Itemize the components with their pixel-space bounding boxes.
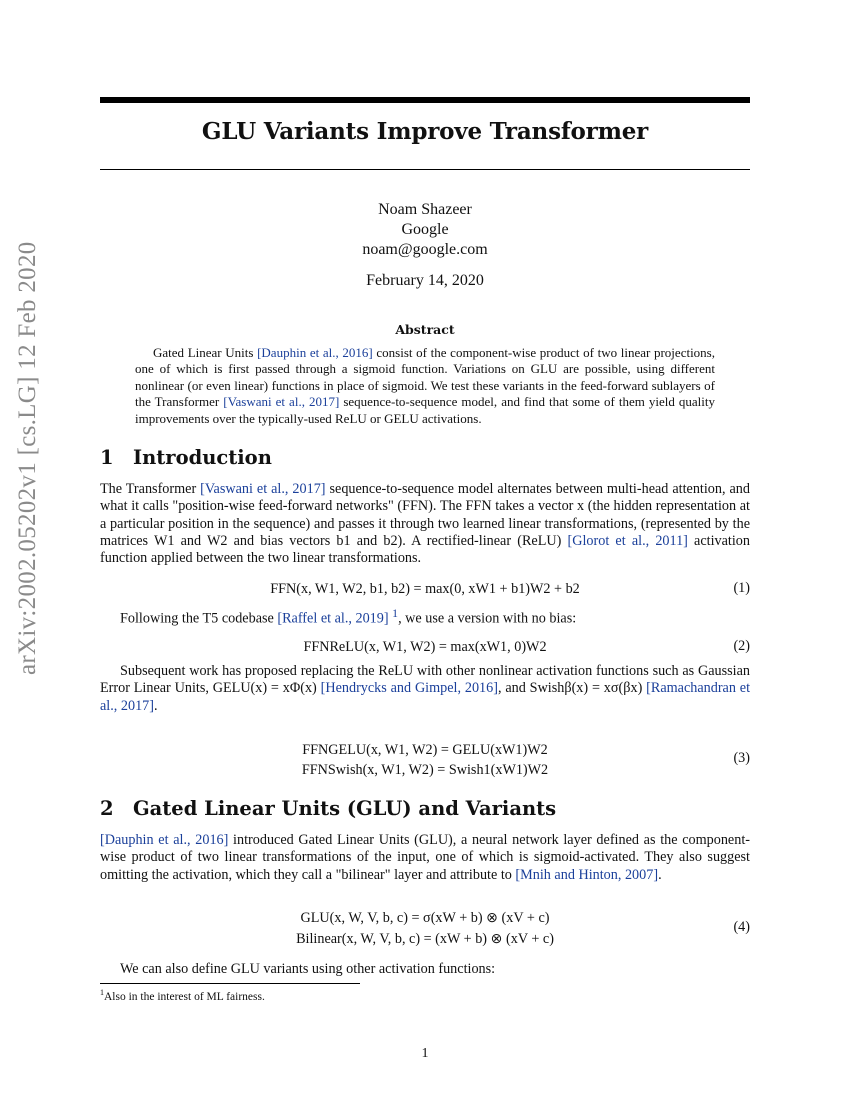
citation-link[interactable]: [Vaswani et al., 2017]	[223, 394, 340, 410]
citation-link[interactable]: [Vaswani et al., 2017]	[200, 481, 326, 497]
equation-4-line-2: Bilinear(x, W, V, b, c) = (xW + b) ⊗ (xV + c)	[296, 931, 554, 947]
equation-1-number: (1)	[733, 580, 750, 596]
footnote-text: Also in the interest of ML fairness.	[104, 990, 265, 1003]
title-top-rule	[100, 97, 750, 103]
abstract-body: Gated Linear Units [Dauphin et al., 2016] consist of the component-wise product of two linear projections, one of which is first passed through a sigmoid function. Variations on GLU are possible, using different nonlinear (or even linear) functions in place of sigmoid. We test these variants in the feed-forward sublayers of the Transformer [Vaswani et al., 2017] sequence-to-sequence model, and find that some of them yield quality improvements over the typically-used ReLU or GELU activations.	[135, 345, 716, 426]
equation-3-number: (3)	[733, 750, 750, 766]
footnote	[100, 988, 265, 1003]
equation-3-line-1: FFNGELU(x, W1, W2) = GELU(xW1)W2	[302, 742, 548, 758]
equation-3-line-2: FFNSwish(x, W1, W2) = Swish1(xW1)W2	[301, 762, 549, 778]
author-affiliation: Google	[401, 221, 449, 238]
intro-paragraph-1: The Transformer [Vaswani et al., 2017] sequence-to-sequence model alternates between multi-head attention, and what it calls "position-wise feed-forward networks" (FFN). The FFN takes a vector x (the hidden representation at a particular position in the sequence) and passes it through two learned linear transformations, (represented by the matrices W1 and W2 and bias vectors b1 and b2). A rectified-linear (ReLU) [Glorot et al., 2011] activation function applied between the two linear transformations.	[100, 481, 750, 567]
intro-paragraph-2: Following the T5 codebase [Raffel et al., 2019] $^1$, we use a version with no bias:	[120, 606, 577, 627]
equation-2	[100, 638, 750, 656]
footnote-rule	[100, 983, 360, 984]
equation-2-number: (2)	[733, 638, 750, 654]
abstract-heading: Abstract	[395, 322, 455, 337]
citation-link[interactable]: [Hendrycks and Gimpel, 2016]	[320, 680, 498, 697]
citation-link[interactable]: [Mnih and Hinton, 2007]	[515, 866, 659, 883]
citation-link[interactable]: [Dauphin et al., 2016]	[257, 345, 373, 360]
equation-1	[100, 580, 750, 598]
equation-4-line-1: GLU(x, W, V, b, c) = σ(xW + b) ⊗ (xV + c)	[300, 910, 550, 926]
footnote-mark[interactable]: 1	[392, 606, 399, 620]
author-block	[100, 200, 750, 260]
equation-4-number: (4)	[733, 919, 750, 935]
paper-title: GLU Variants Improve Transformer	[201, 118, 649, 145]
author-email[interactable]: noam@google.com	[362, 241, 488, 258]
citation-link[interactable]: [Raffel et al., 2019]	[277, 610, 389, 627]
citation-link[interactable]: [Dauphin et al., 2016]	[100, 832, 229, 848]
section-heading-introduction: 1 Introduction	[100, 446, 272, 469]
author-name: Noam Shazeer	[378, 201, 472, 218]
intro-paragraph-3: Subsequent work has proposed replacing the ReLU with other nonlinear activation functions such as Gaussian Error Linear Units, GELU(x) = xΦ(x) [Hendrycks and Gimpel, 2016], and Swishβ(x) = xσ(βx) [Ramachandran et al., 2017].	[100, 663, 751, 714]
footnote-number: 1	[100, 988, 104, 997]
section-heading-glu: 2 Gated Linear Units (GLU) and Variants	[100, 797, 557, 820]
glu-paragraph-2: We can also define GLU variants using other activation functions:	[120, 961, 496, 977]
glu-paragraph-1: [Dauphin et al., 2016] introduced Gated Linear Units (GLU), a neural network layer defined as the component-wise product of two linear transformations of the input, one of which is sigmoid-activated. They also suggest omitting the activation, which they call a "bilinear" layer and attribute to [Mnih and Hinton, 2007].	[100, 832, 750, 883]
equation-1-expr: FFN(x, W1, W2, b1, b2) = max(0, xW1 + b1)W2 + b2	[270, 581, 580, 597]
equation-4	[100, 908, 750, 948]
citation-link[interactable]: [Glorot et al., 2011]	[567, 532, 688, 549]
arxiv-stamp: arXiv:2002.05202v1 [cs.LG] 12 Feb 2020	[14, 241, 41, 675]
equation-2-expr: FFNReLU(x, W1, W2) = max(xW1, 0)W2	[303, 639, 547, 655]
title-bottom-rule	[100, 169, 750, 170]
citation-link[interactable]: [Ramachandran et al., 2017]	[100, 680, 751, 714]
paper-date: February 14, 2020	[366, 272, 484, 289]
page-number: 1	[421, 1046, 429, 1061]
equation-3	[100, 740, 750, 780]
